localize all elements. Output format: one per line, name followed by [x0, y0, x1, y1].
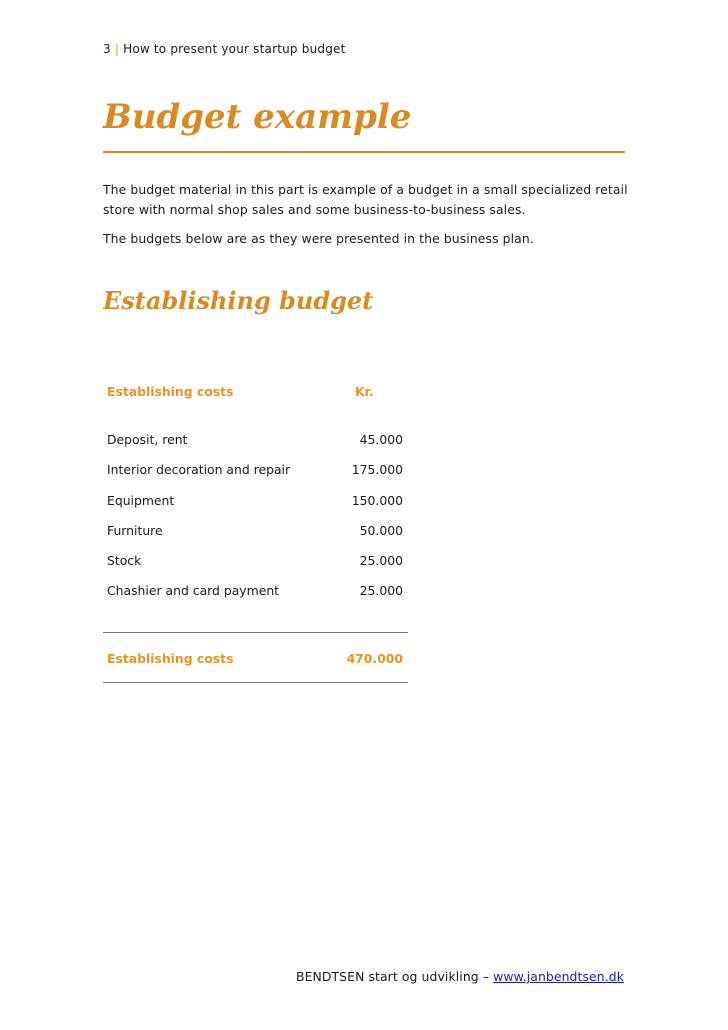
table-row: [103, 551, 408, 571]
total-bottom-rule: [103, 682, 408, 683]
section-heading: Establishing budget: [103, 286, 374, 315]
running-header: [103, 42, 346, 56]
row-amount: 150.000: [351, 493, 403, 508]
total-top-rule: [103, 632, 408, 633]
intro-paragraph: The budget material in this part is example of a budget in a small specialized retail store with normal shop sales and some business-to-business sales.: [103, 182, 628, 217]
plan-note-paragraph: The budgets below are as they were presented in the business plan.: [103, 231, 534, 246]
row-label: Chashier and card payment: [107, 583, 280, 598]
row-label: Deposit, rent: [107, 432, 188, 447]
row-amount: 45.000: [359, 432, 403, 447]
footer-text: BENDTSEN start og udvikling –: [295, 969, 490, 984]
page-title: Budget example: [103, 97, 412, 137]
column-header-costs: Establishing costs: [107, 384, 234, 399]
footer-website-link[interactable]: www.janbendtsen.dk: [493, 969, 624, 984]
table-row: [103, 521, 408, 541]
row-label: Furniture: [107, 523, 163, 538]
table-row: [103, 581, 408, 601]
total-label: Establishing costs: [107, 651, 234, 666]
row-amount: 25.000: [359, 553, 403, 568]
header-separator: |: [114, 42, 120, 56]
page-footer: [296, 969, 624, 984]
table-row: [103, 460, 408, 480]
table-row: [103, 430, 408, 450]
total-amount: 470.000: [346, 651, 403, 666]
title-underline: [103, 151, 625, 153]
row-amount: 25.000: [359, 583, 403, 598]
page-number: 3: [103, 42, 111, 56]
table-header-row: [103, 382, 408, 402]
row-label: Stock: [107, 553, 142, 568]
table-row: [103, 491, 408, 511]
row-amount: 50.000: [359, 523, 403, 538]
column-header-amount: Kr.: [355, 384, 374, 399]
row-label: Equipment: [107, 493, 175, 508]
row-amount: 175.000: [351, 462, 403, 477]
row-label: Interior decoration and repair: [107, 462, 291, 477]
header-title: How to present your startup budget: [123, 42, 346, 56]
table-total-row: [103, 649, 408, 669]
